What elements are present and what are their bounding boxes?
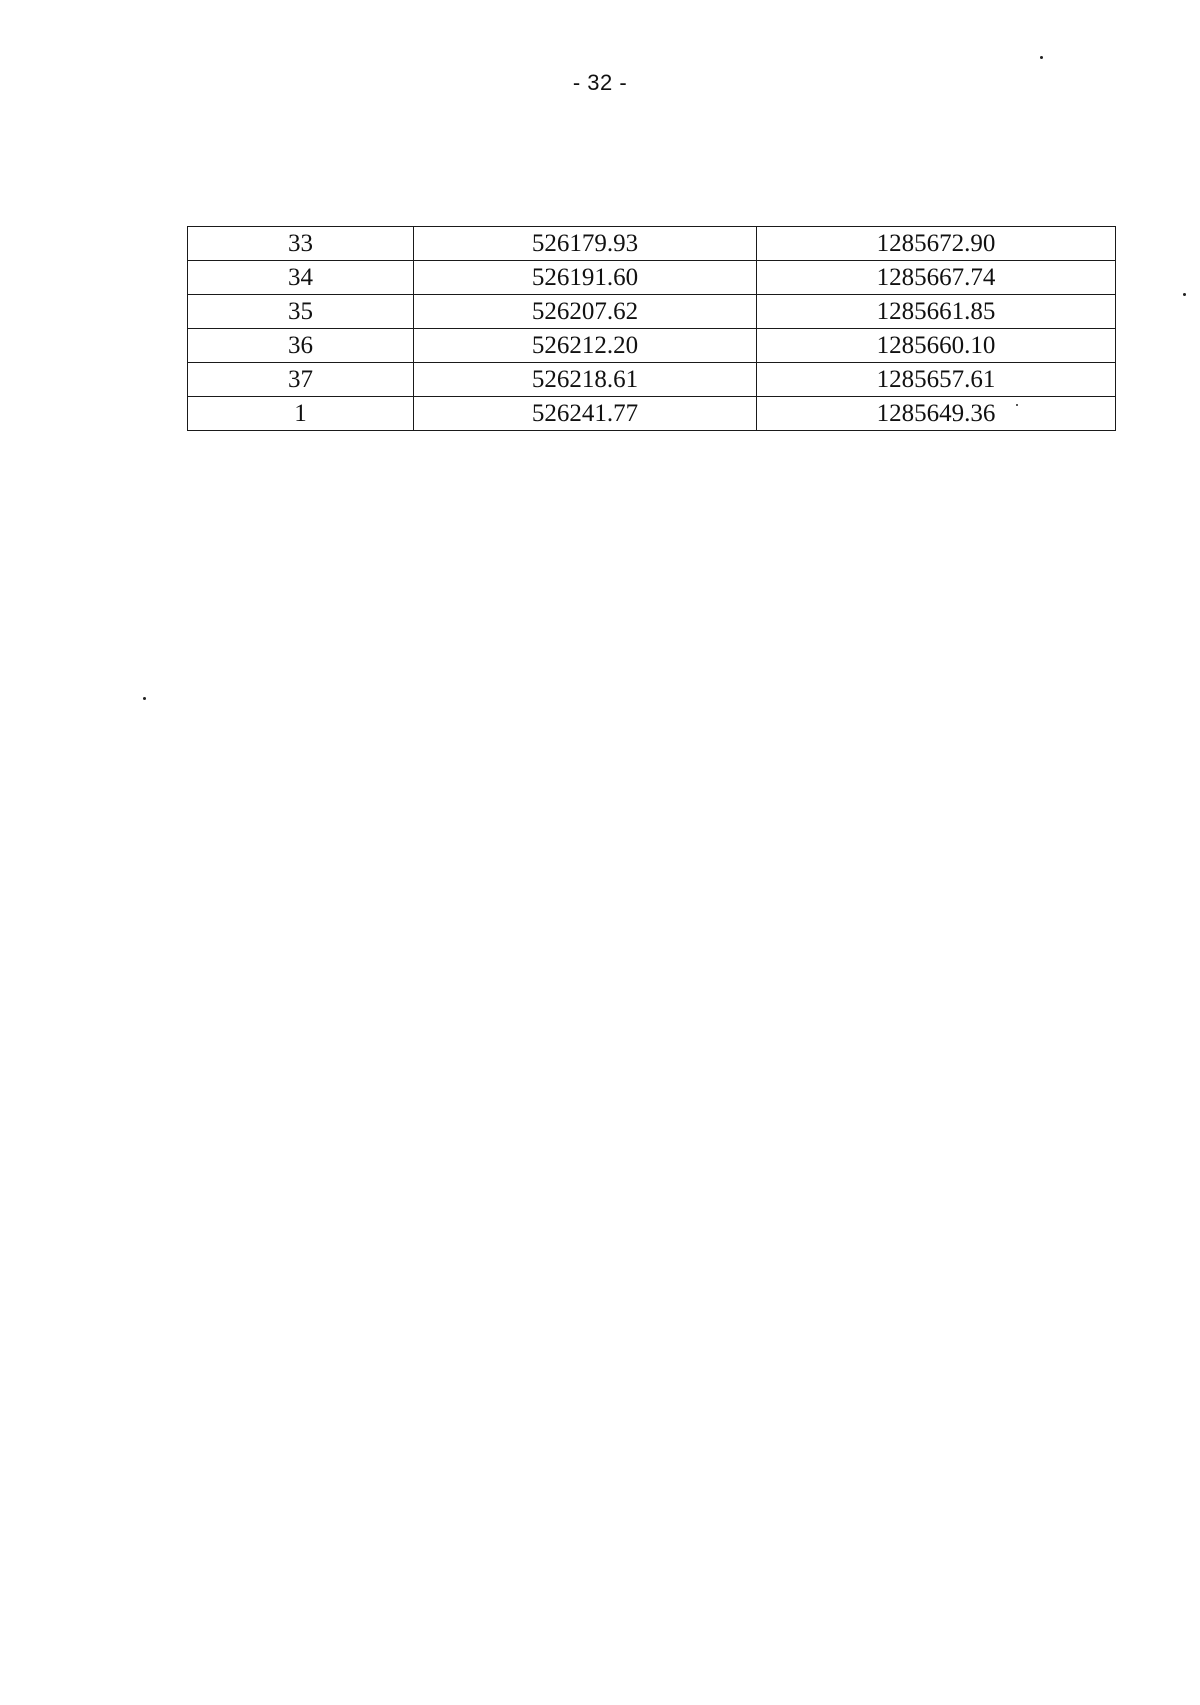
table-row [188, 295, 1116, 329]
y-coordinate-cell: 1285649.36 [757, 397, 1116, 431]
point-number-cell: 33 [188, 227, 414, 261]
y-coordinate-cell: 1285661.85 [757, 295, 1116, 329]
point-number-cell: 35 [188, 295, 414, 329]
table-row [188, 227, 1116, 261]
y-coordinate-cell: 1285657.61 [757, 363, 1116, 397]
table-row [188, 329, 1116, 363]
y-coordinate-cell: 1285667.74 [757, 261, 1116, 295]
table-row [188, 363, 1116, 397]
coordinates-table [187, 226, 1116, 431]
scan-speck [143, 697, 146, 700]
scan-speck [1040, 56, 1043, 59]
point-number-cell: 37 [188, 363, 414, 397]
x-coordinate-cell: 526241.77 [414, 397, 757, 431]
table-row [188, 261, 1116, 295]
x-coordinate-cell: 526179.93 [414, 227, 757, 261]
point-number-cell: 1 [188, 397, 414, 431]
x-coordinate-cell: 526212.20 [414, 329, 757, 363]
point-number-cell: 36 [188, 329, 414, 363]
y-coordinate-cell: 1285672.90 [757, 227, 1116, 261]
x-coordinate-cell: 526191.60 [414, 261, 757, 295]
x-coordinate-cell: 526218.61 [414, 363, 757, 397]
point-number-cell: 34 [188, 261, 414, 295]
scan-speck [1016, 404, 1018, 406]
scan-speck [1183, 293, 1186, 296]
y-coordinate-cell: 1285660.10 [757, 329, 1116, 363]
x-coordinate-cell: 526207.62 [414, 295, 757, 329]
page-number: - 32 - [572, 70, 628, 95]
table-row [188, 397, 1116, 431]
